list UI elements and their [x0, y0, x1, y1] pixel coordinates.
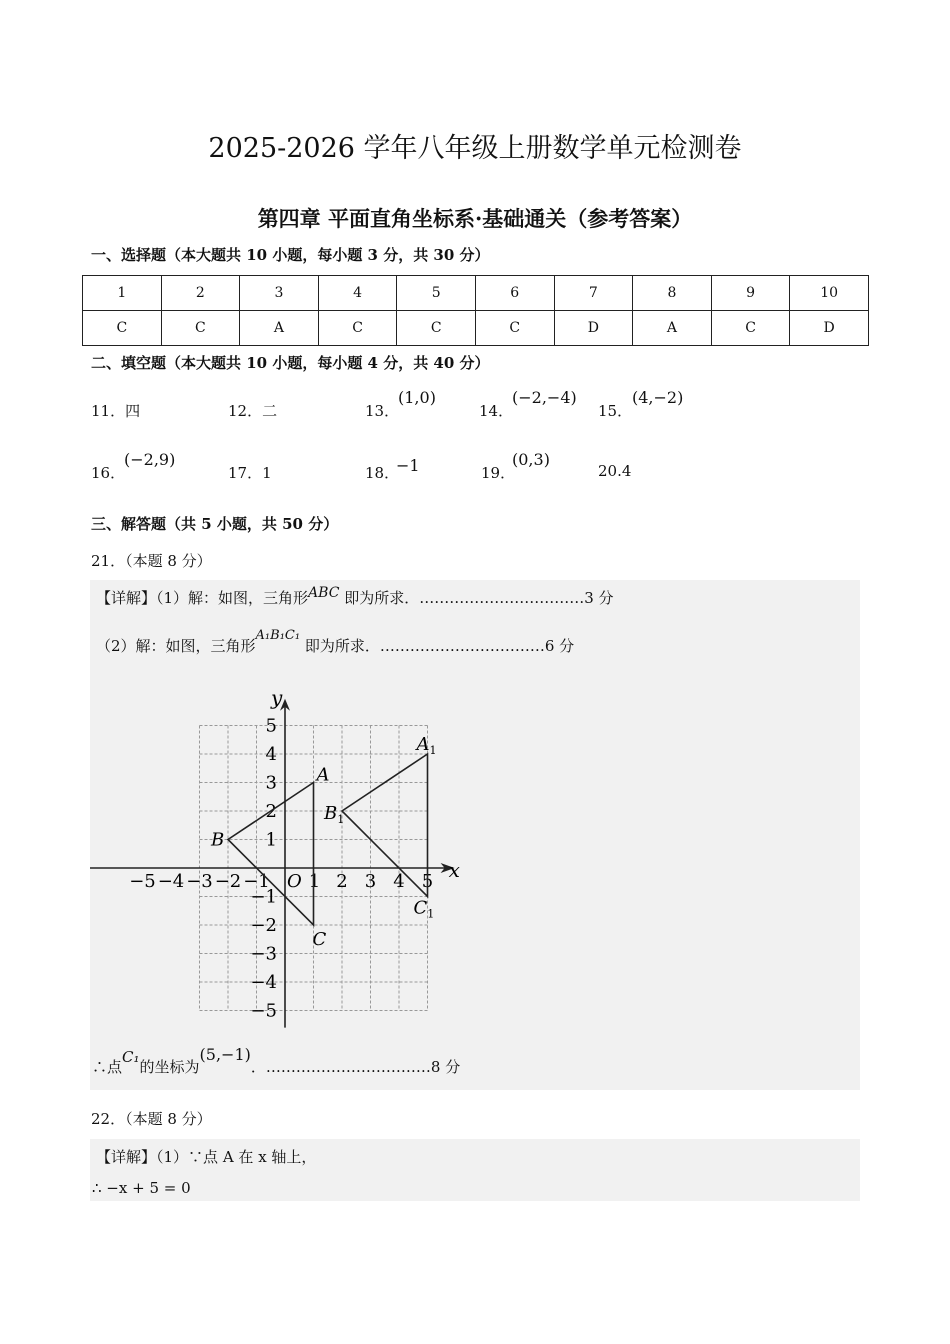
- table-cell: 4: [318, 276, 397, 311]
- x-tick-label: −2: [214, 871, 242, 892]
- section-2-heading: 二、填空题（本大题共 10 小题，每小题 4 分，共 40 分）: [91, 354, 490, 372]
- table-cell: 8: [633, 276, 712, 311]
- fill-item-18-num: 18．: [365, 464, 400, 482]
- table-cell: 1: [83, 276, 162, 311]
- fill-item-14-num: 14．: [479, 402, 514, 420]
- table-row-answers: [83, 311, 869, 346]
- label-c: C: [312, 929, 327, 950]
- y-tick-label: 2: [265, 801, 277, 822]
- table-cell: 2: [161, 276, 240, 311]
- point-labels: [210, 734, 437, 950]
- y-tick-label: 5: [265, 715, 277, 737]
- fill-item-12: 12．二: [228, 402, 278, 420]
- q21-label: 21．（本题 8 分）: [91, 552, 212, 570]
- page-subtitle: 第四章 平面直角坐标系·基础通关（参考答案）: [257, 206, 693, 231]
- q21-conclusion: ∴点C₁的坐标为(5,−1)．……………………………8 分: [92, 1045, 461, 1076]
- fill-item-16-num: 16．: [91, 464, 126, 482]
- table-cell: 5: [397, 276, 476, 311]
- x-tick-label: 5: [421, 871, 434, 892]
- y-tick-label: 1: [265, 829, 277, 851]
- fill-item-18-ans: −1: [396, 456, 420, 475]
- section-1-heading: 一、选择题（本大题共 10 小题，每小题 3 分，共 30 分）: [91, 246, 490, 264]
- fill-item-15-num: 15．: [598, 402, 633, 420]
- x-tick-label: 3: [364, 871, 377, 892]
- table-cell: 3: [240, 276, 319, 311]
- table-cell: C: [161, 311, 240, 346]
- x-tick-label: −3: [186, 871, 213, 892]
- origin-label: O: [287, 871, 302, 892]
- label-c1: $C_1$: [413, 897, 435, 921]
- y-tick-label: 3: [265, 772, 277, 794]
- q21-line-2: （2）解：如图，三角形A₁B₁C₁ 即为所求．……………………………6 分: [96, 628, 575, 655]
- y-tick-label: −2: [250, 915, 277, 936]
- label-a: A: [316, 764, 330, 786]
- y-tick-label: 4: [265, 744, 277, 765]
- label-a1: $A_1$: [416, 734, 437, 757]
- table-cell: C: [397, 311, 476, 346]
- table-cell: 9: [711, 276, 790, 311]
- math-a1b1c1: A₁B₁C₁: [255, 628, 301, 643]
- x-tick-label: 4: [393, 871, 405, 892]
- table-cell: 7: [554, 276, 633, 311]
- y-tick-label: −1: [250, 886, 277, 908]
- q21-line-1: 【详解】（1）解：如图，三角形ABC 即为所求．……………………………3 分: [96, 585, 614, 607]
- fill-item-11: 11．四: [91, 402, 141, 420]
- y-axis-label: y: [271, 685, 283, 710]
- fill-item-13-num: 13．: [365, 402, 400, 420]
- fill-item-20: 20.4: [598, 462, 632, 480]
- table-cell: C: [318, 311, 397, 346]
- table-cell: D: [790, 311, 869, 346]
- coordinate-graph: [86, 676, 460, 1026]
- table-cell: A: [240, 311, 319, 346]
- table-cell: C: [711, 311, 790, 346]
- answer-table: [82, 275, 869, 346]
- y-tick-label: −3: [250, 943, 277, 965]
- x-tick-label: −1: [243, 871, 270, 892]
- table-cell: C: [475, 311, 554, 346]
- table-cell: 10: [790, 276, 869, 311]
- section-3-heading: 三、解答题（共 5 小题，共 50 分）: [91, 515, 339, 533]
- math-c1: C₁: [122, 1048, 140, 1066]
- fill-item-19-num: 19．: [481, 464, 516, 482]
- table-cell: C: [83, 311, 162, 346]
- y-tick-label: −4: [250, 972, 277, 993]
- x-tick-label: 1: [308, 871, 321, 892]
- detail-tag: 【详解】: [96, 589, 157, 607]
- x-tick-label: −4: [157, 871, 185, 892]
- label-b1: $B_1$: [324, 803, 345, 826]
- table-cell: 6: [475, 276, 554, 311]
- math-c1-coord: (5,−1): [199, 1045, 251, 1064]
- table-cell: D: [554, 311, 633, 346]
- q22-label: 22．（本题 8 分）: [91, 1110, 212, 1128]
- x-tick-label: 2: [336, 871, 348, 892]
- table-row-numbers: [83, 276, 869, 311]
- math-abc: ABC: [308, 585, 340, 601]
- fill-item-15-ans: (4,−2): [632, 388, 684, 407]
- y-tick-label: −5: [250, 1000, 277, 1022]
- x-tick-label: −5: [129, 871, 156, 892]
- q22-line-1: 【详解】（1）∵点 A 在 x 轴上，: [96, 1148, 317, 1166]
- triangle-a1b1c1: [342, 754, 428, 897]
- table-cell: A: [633, 311, 712, 346]
- fill-item-16-ans: (−2,9): [124, 450, 176, 469]
- detail-tag: 【详解】: [96, 1148, 157, 1166]
- q22-line-2: ∴ −x + 5 = 0: [92, 1179, 191, 1197]
- page-title: 2025-2026 学年八年级上册数学单元检测卷: [208, 133, 742, 164]
- x-axis-label: x: [448, 858, 460, 882]
- label-b: B: [211, 829, 225, 851]
- fill-item-13-ans: (1,0): [398, 388, 436, 407]
- fill-item-19-ans: (0,3): [512, 450, 550, 469]
- fill-item-17: 17．1: [228, 464, 272, 482]
- fill-item-14-ans: (−2,−4): [512, 388, 577, 407]
